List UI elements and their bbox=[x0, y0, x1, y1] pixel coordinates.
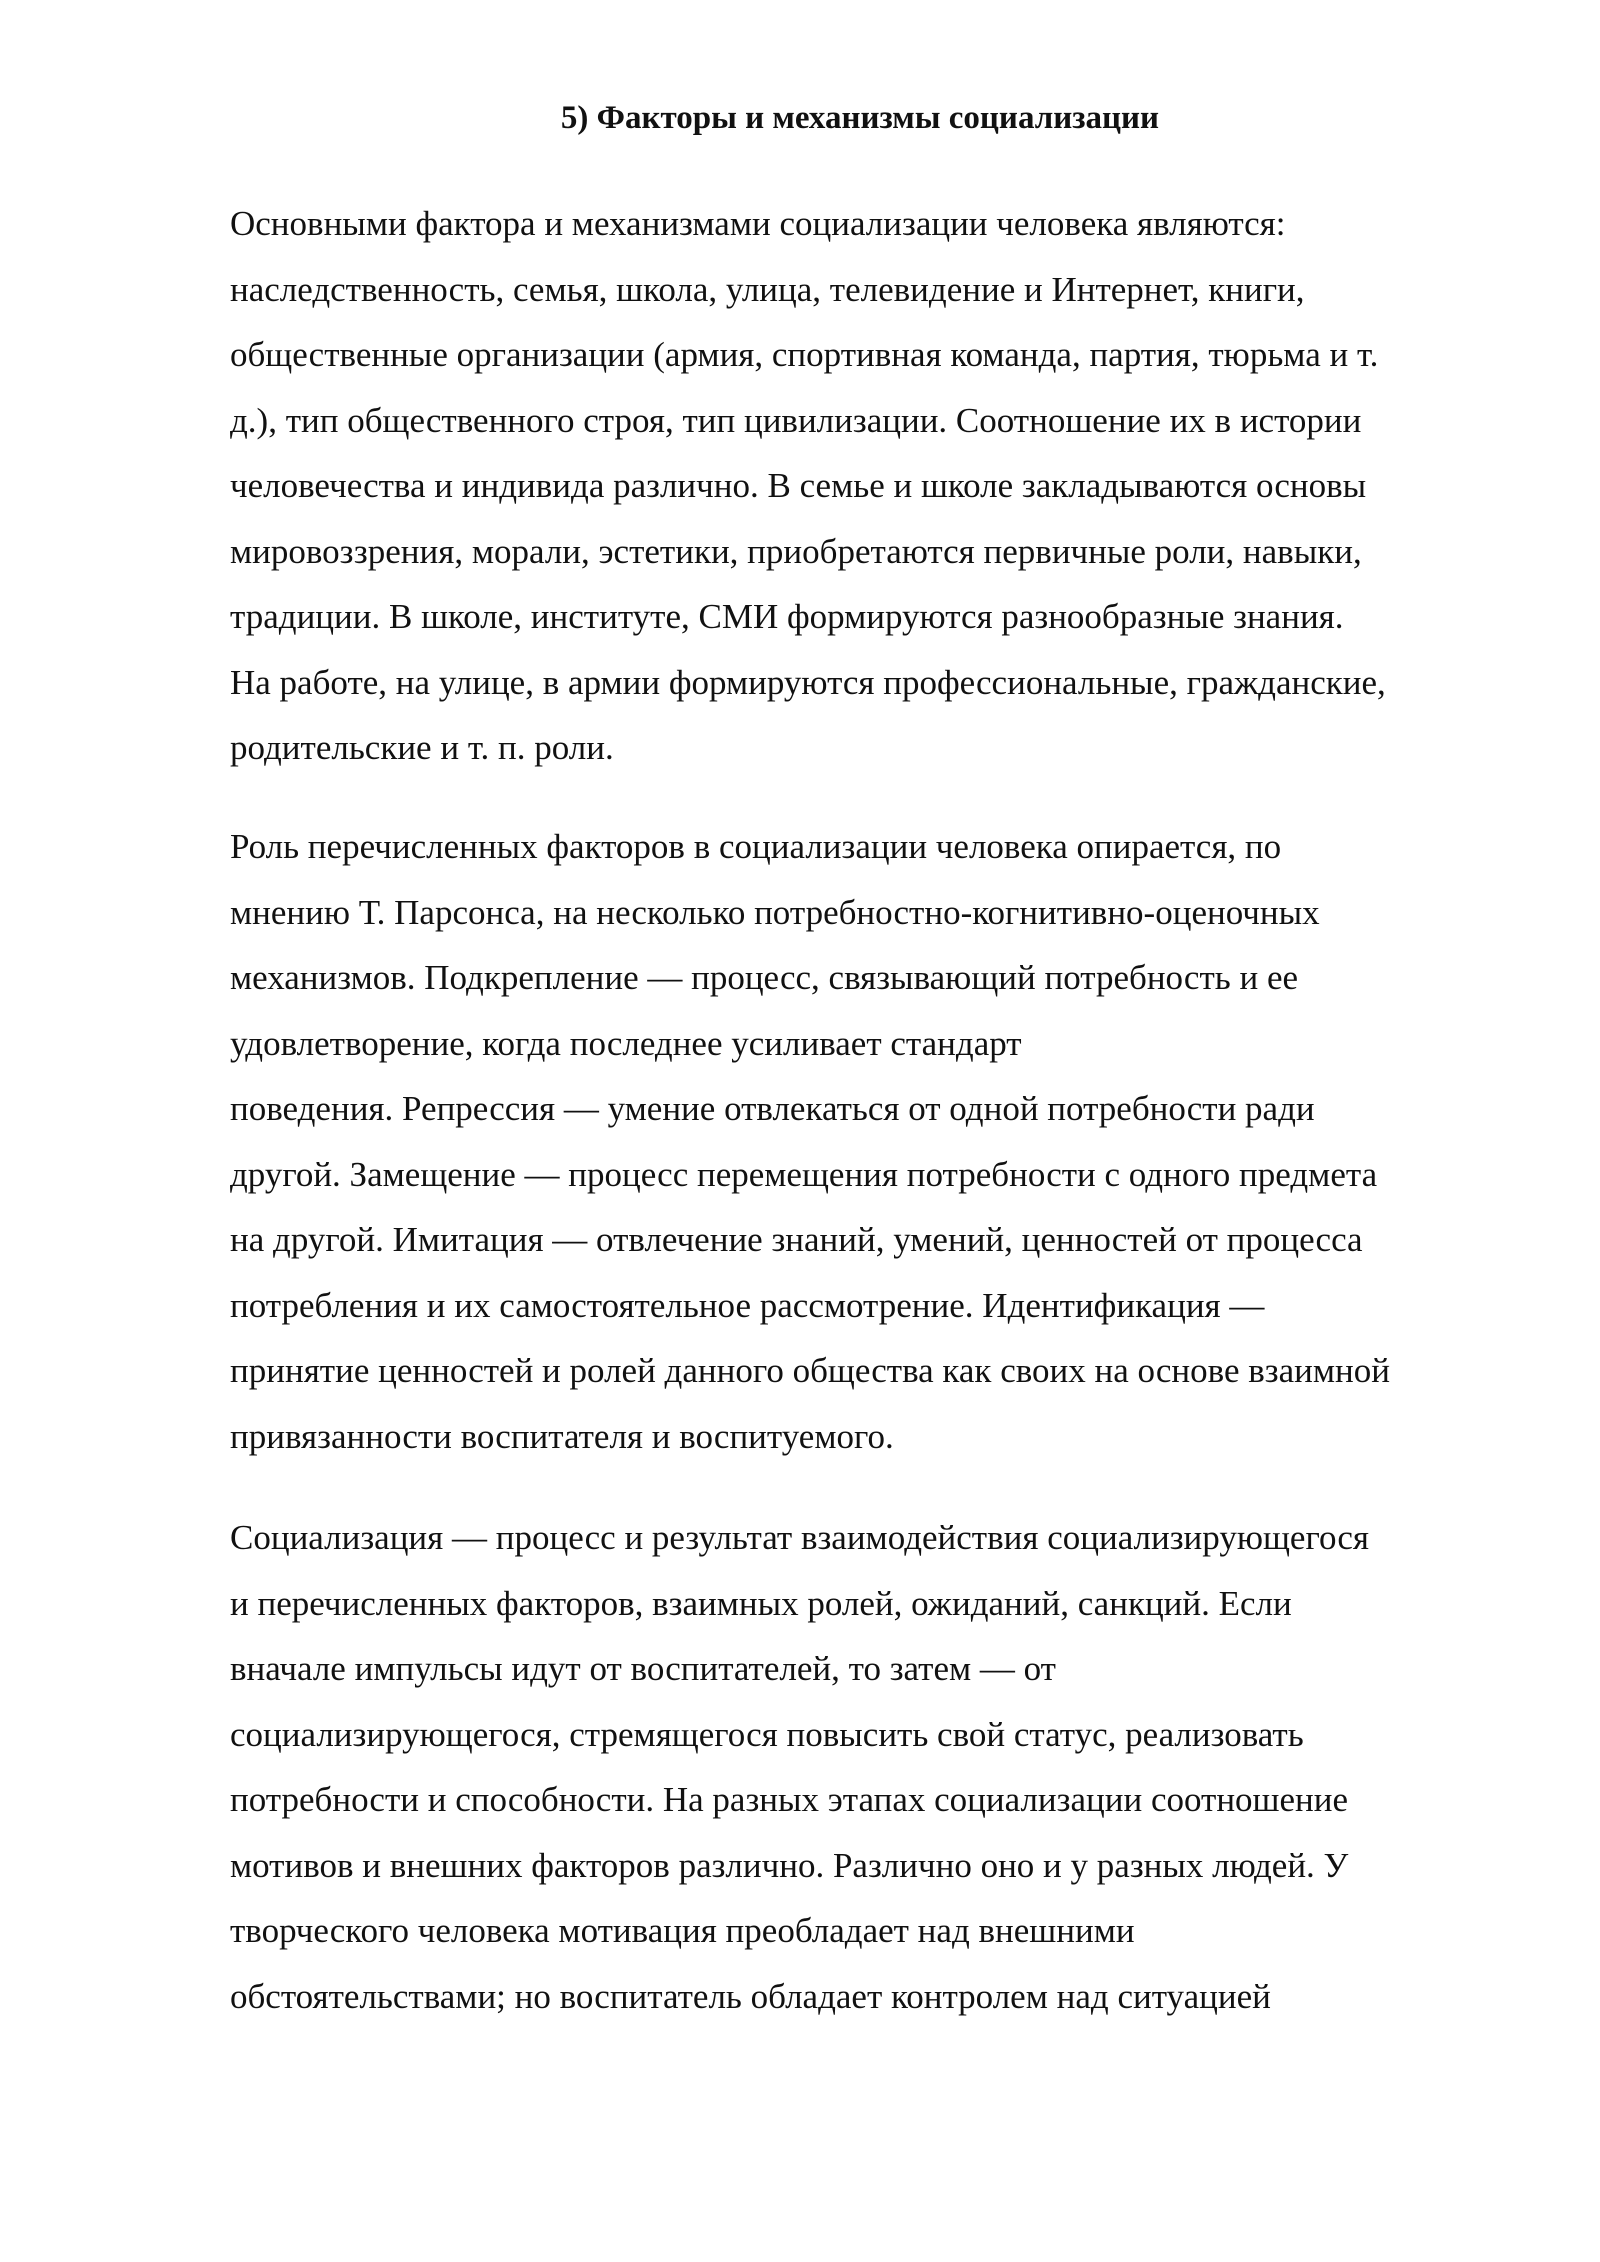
text-line: человечества и индивида различно. В семье и школе закладываются основы bbox=[230, 466, 1367, 505]
text-line: принятие ценностей и ролей данного общества как своих на основе взаимной bbox=[230, 1351, 1390, 1390]
text-line: социализирующегося, стремящегося повысить свой статус, реализовать bbox=[230, 1714, 1304, 1754]
text-line: На работе, на улице, в армии формируются профессиональные, гражданские, bbox=[230, 662, 1386, 702]
text-line: д.), тип общественного строя, тип цивилизации. Соотношение их в истории bbox=[230, 400, 1362, 440]
text-line: мотивов и внешних факторов различно. Различно оно и у разных людей. У bbox=[230, 1845, 1349, 1885]
text-line: наследственность, семья, школа, улица, телевидение и Интернет, книги, bbox=[230, 269, 1305, 309]
text-line: мировоззрения, морали, эстетики, приобретаются первичные роли, навыки, bbox=[230, 531, 1362, 571]
text-line: вначале импульсы идут от воспитателей, то затем — от bbox=[230, 1649, 1056, 1688]
text-line: на другой. Имитация — отвлечение знаний, умений, ценностей от процесса bbox=[230, 1220, 1363, 1259]
text-line: удовлетворение, когда последнее усиливает стандарт bbox=[230, 1023, 1022, 1063]
text-line: механизмов. Подкрепление — процесс, связывающий потребность и ее bbox=[230, 958, 1299, 997]
text-line: родительские и т. п. роли. bbox=[230, 728, 614, 767]
text-line: другой. Замещение — процесс перемещения потребности с одного предмета bbox=[230, 1154, 1378, 1194]
text-line: мнению Т. Парсонса, на несколько потребностно-когнитивно-оценочных bbox=[230, 892, 1320, 932]
section-heading: 5) Факторы и механизмы социализации bbox=[560, 100, 1160, 136]
text-line: традиции. В школе, институте, СМИ формируются разнообразные знания. bbox=[230, 597, 1344, 636]
paragraph-socialization-factors bbox=[230, 191, 1530, 781]
text-line: обстоятельствами; но воспитатель обладает контролем над ситуацией bbox=[230, 1976, 1271, 2016]
text-line: творческого человека мотивация преобладает над внешними bbox=[230, 1911, 1135, 1950]
text-line: привязанности воспитателя и воспитуемого. bbox=[230, 1416, 894, 1456]
paragraph-parsons-mechanisms bbox=[230, 814, 1530, 1469]
text-line: потребности и способности. На разных этапах социализации соотношение bbox=[230, 1780, 1349, 1819]
text-line: и перечисленных факторов, взаимных ролей, ожиданий, санкций. Если bbox=[230, 1583, 1292, 1623]
text-line: общественные организации (армия, спортивная команда, партия, тюрьма и т. bbox=[230, 335, 1379, 374]
text-line: потребления и их самостоятельное рассмотрение. Идентификация — bbox=[230, 1285, 1265, 1325]
paragraph-socialization-process bbox=[230, 1505, 1530, 2029]
text-line: Социализация — процесс и результат взаимодействия социализирующегося bbox=[230, 1518, 1369, 1557]
text-line: Роль перечисленных факторов в социализации человека опирается, по bbox=[230, 827, 1282, 866]
text-line: поведения. Репрессия — умение отвлекаться от одной потребности ради bbox=[230, 1089, 1315, 1128]
text-line: Основными фактора и механизмами социализации человека являются: bbox=[230, 204, 1286, 243]
